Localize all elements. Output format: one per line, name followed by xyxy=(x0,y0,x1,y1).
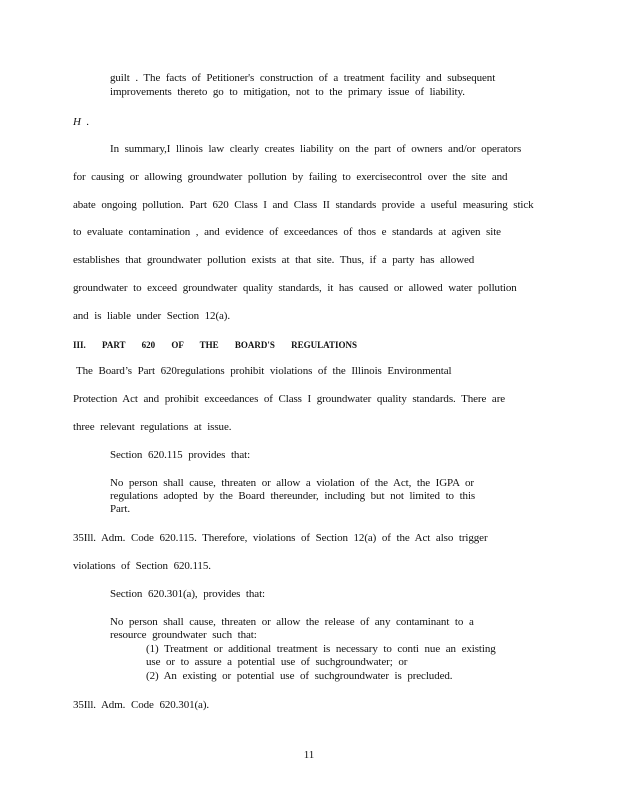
block-quote-line: No person shall cause, threaten or allow the release of any contaminant to a xyxy=(110,616,474,628)
block-quote-subitem: (1) Treatment or additional treatment is necessary to conti nue an existing xyxy=(146,643,496,655)
body-line: Section 620.301(a), provides that: xyxy=(110,588,265,600)
body-line: 35Ill. Adm. Code 620.301(a). xyxy=(73,699,210,711)
body-line: to evaluate contamination , and evidence of exceedances of thos e standards at agiven site xyxy=(73,226,501,238)
body-line: The Board’s Part 620regulations prohibit violations of the Illinois Environmental xyxy=(76,365,452,377)
block-quote-subitem: use or to assure a potential use of suchgroundwater; or xyxy=(146,656,408,668)
block-quote-line: guilt . The facts of Petitioner's construction of a treatment facility and subsequent xyxy=(110,72,496,84)
body-line: In summary,I llinois law clearly creates liability on the part of owners and/or operators xyxy=(110,143,522,155)
block-quote-line: No person shall cause, threaten or allow a violation of the Act, the IGPA or xyxy=(110,477,474,489)
body-line: abate ongoing pollution. Part 620 Class I and Class II standards provide a useful measuring stick xyxy=(73,199,534,211)
block-quote-line: improvements thereto go to mitigation, not to the primary issue of liability. xyxy=(110,86,465,98)
page-number: 11 xyxy=(303,749,315,761)
body-line: establishes that groundwater pollution exists at that site. Thus, if a party has allowed xyxy=(73,254,475,266)
block-quote-line: regulations adopted by the Board thereunder, including but not limited to this xyxy=(110,490,476,502)
body-line: and is liable under Section 12(a). xyxy=(73,310,231,322)
block-quote-subitem: (2) An existing or potential use of suchgroundwater is precluded. xyxy=(146,670,453,682)
block-quote-line: resource groundwater such that: xyxy=(110,629,257,641)
section-heading: III. PART 620 OF THE BOARD'S REGULATIONS xyxy=(73,340,357,350)
body-line: violations of Section 620.115. xyxy=(73,560,211,572)
body-line: Protection Act and prohibit exceedances of Class I groundwater quality standards. There are xyxy=(73,393,506,405)
body-line: three relevant regulations at issue. xyxy=(73,421,232,433)
body-line: 35Ill. Adm. Code 620.115. Therefore, violations of Section 12(a) of the Act also trigger xyxy=(73,532,488,544)
block-quote-line: Part. xyxy=(110,503,130,515)
body-line: groundwater to exceed groundwater quality standards, it has caused or allowed water pollution xyxy=(73,282,517,294)
section-marker: H . xyxy=(73,116,90,128)
body-line: Section 620.115 provides that: xyxy=(110,449,251,461)
body-line: for causing or allowing groundwater pollution by failing to exercisecontrol over the site and xyxy=(73,171,508,183)
